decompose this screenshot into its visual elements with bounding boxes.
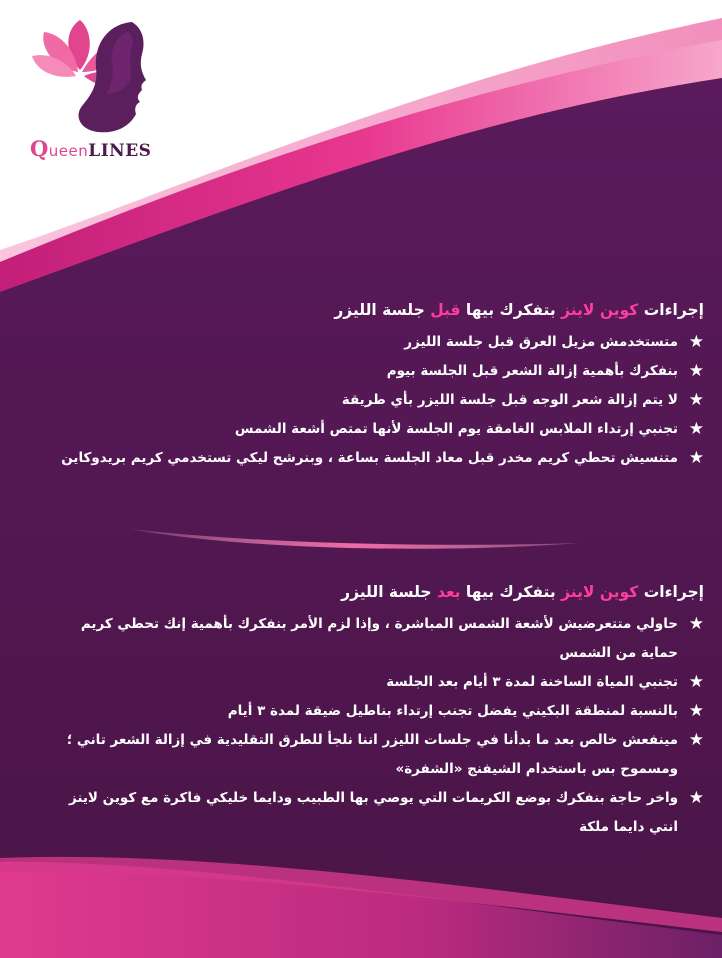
tip-text: بالنسبة لمنطقة البكيني يفضل تجنب إرتداء بناطيل ضيقة لمدة ٣ أيام: [227, 703, 678, 719]
star-icon: ★: [688, 390, 704, 410]
star-icon: ★: [688, 361, 704, 381]
brand-een: ueen: [48, 142, 89, 160]
divider-swoosh: [130, 525, 580, 555]
tip-text: متستخدمش مزيل العرق قبل جلسة الليزر: [404, 334, 678, 350]
list-item: [40, 697, 704, 726]
heading-brand: كوين لاينز: [561, 583, 639, 601]
list-item: [40, 328, 704, 357]
tip-text: تجنبي المياة الساخنة لمدة ٣ أيام بعد الجلسة: [386, 674, 678, 690]
heading-pre: إجراءات: [643, 583, 704, 601]
heading-mid: بتفكرك بيها: [465, 583, 556, 601]
tip-text: لا يتم إزالة شعر الوجه قبل جلسة الليزر بأي طريقة: [341, 392, 678, 408]
heading-post: جلسة الليزر: [334, 301, 425, 319]
after-tips-list: [40, 610, 704, 842]
star-icon: ★: [688, 448, 704, 468]
brand-lines: LINES: [88, 141, 152, 161]
heading-pre: إجراءات: [643, 301, 704, 319]
heading-when: قبل: [430, 301, 461, 319]
before-tips-list: [40, 328, 704, 473]
list-item: [40, 386, 704, 415]
before-heading: [40, 298, 704, 322]
brand-q-letter: Q: [30, 136, 49, 161]
tip-text: تجنبي إرتداء الملابس الغامقة يوم الجلسة لأنها تمتص أشعة الشمس: [234, 421, 678, 437]
star-icon: ★: [688, 332, 704, 352]
star-icon: ★: [688, 419, 704, 439]
heading-post: جلسة الليزر: [341, 583, 432, 601]
heading-mid: بتفكرك بيها: [465, 301, 556, 319]
list-item: [40, 668, 704, 697]
list-item: [40, 415, 704, 444]
tip-text: بنفكرك بأهمية إزالة الشعر قبل الجلسة بيوم: [386, 363, 678, 379]
tip-text: حاولي متتعرضيش لأشعة الشمس المباشرة ، وإذا لزم الأمر بنفكرك بأهمية إنك تحطي كريم حماية من الشمس: [80, 616, 678, 661]
tip-text: متنسيش تحطي كريم مخدر قبل معاد الجلسة بساعة ، وبنرشح ليكي تستخدمي كريم بريدوكاين: [61, 450, 678, 466]
star-icon: ★: [688, 788, 704, 808]
list-item: [40, 610, 704, 668]
before-session-section: [40, 298, 704, 473]
after-session-section: [40, 580, 704, 842]
heading-brand: كوين لاينز: [561, 301, 639, 319]
star-icon: ★: [688, 701, 704, 721]
list-item: [40, 726, 704, 784]
star-icon: ★: [688, 672, 704, 692]
tip-text: مينفعش خالص بعد ما بدأنا في جلسات الليزر اننا نلجأ للطرق التقليدية في إزالة الشعر تاني ؛ ومسموح بس باستخدام الشيفنج «الشفرة»: [66, 732, 678, 777]
heading-when: بعد: [436, 583, 461, 601]
list-item: [40, 444, 704, 473]
after-heading: [40, 580, 704, 604]
star-icon: ★: [688, 730, 704, 750]
brand-wordmark: [30, 136, 151, 161]
list-item: [40, 357, 704, 386]
star-icon: ★: [688, 614, 704, 634]
list-item: [40, 784, 704, 842]
tip-text: واخر حاجة بنفكرك بوضع الكريمات التي يوصي بها الطبيب ودايما خليكي فاكرة مع كوين لاينز انتي دايما ملكة: [68, 790, 678, 835]
